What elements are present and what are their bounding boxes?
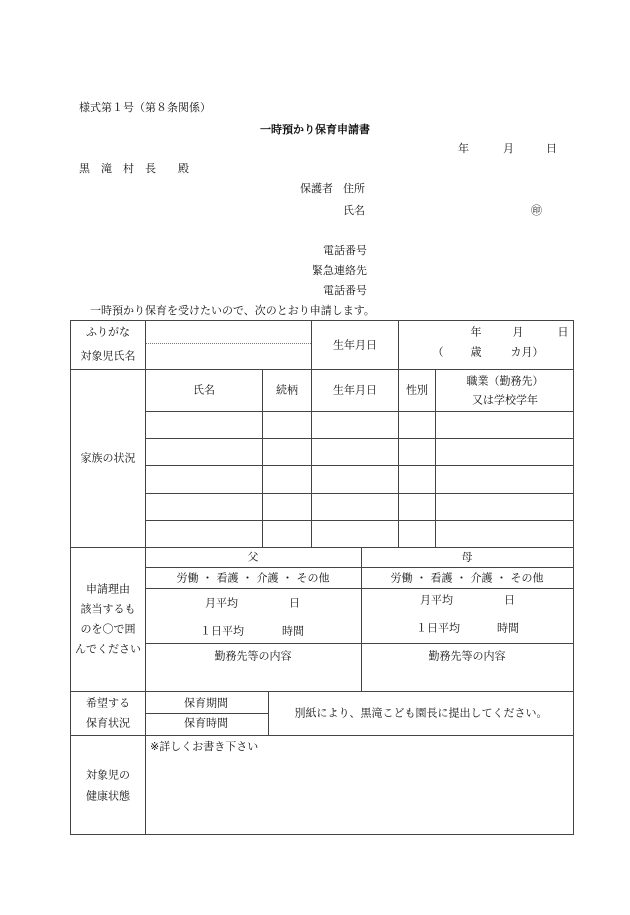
seal-mark: ㊞ — [531, 204, 542, 217]
child-birth-year: 年 — [470, 325, 482, 339]
date-year-label: 年 — [458, 142, 469, 155]
family-header-school: 又は学校学年 — [472, 393, 538, 407]
address-label: 住所 — [343, 182, 365, 195]
child-name-field[interactable] — [146, 344, 311, 369]
child-birth-month: 月 — [512, 325, 524, 339]
father-reason-options[interactable]: 労働 ・ 看護 ・ 介護 ・ その他 — [176, 571, 330, 585]
desired-label-line1: 希望する — [86, 696, 130, 710]
health-instruction: ※詳しくお書き下さい — [150, 740, 259, 753]
family-header-sex: 性別 — [406, 383, 428, 397]
emergency-contact-label: 緊急連絡先 — [312, 264, 367, 277]
reason-label-line3: のを〇で囲 — [80, 622, 136, 636]
mother-monthly-avg-label: 月平均 — [420, 593, 453, 607]
reason-label-line4: んでください — [75, 642, 141, 656]
mother-work-details-label: 勤務先等の内容 — [428, 649, 506, 663]
family-header-relation: 続柄 — [276, 383, 298, 397]
desired-label-line2: 保育状況 — [86, 716, 130, 730]
form-number: 様式第１号（第８条関係） — [79, 101, 211, 114]
phone-label: 電話番号 — [323, 244, 367, 257]
emergency-phone-label: 電話番号 — [323, 284, 367, 297]
reason-label-line1: 申請理由 — [86, 582, 130, 596]
care-period-label: 保育期間 — [184, 696, 228, 710]
mother-days-unit: 日 — [504, 593, 515, 607]
health-label-line1: 対象児の — [86, 768, 130, 782]
family-row[interactable] — [146, 412, 573, 438]
father-days-unit: 日 — [289, 596, 300, 610]
family-row[interactable] — [146, 521, 573, 547]
health-label-line2: 健康状態 — [86, 789, 130, 803]
guardian-name-label: 氏名 — [343, 204, 365, 217]
guardian-label: 保護者 — [300, 182, 333, 195]
child-birth-label: 生年月日 — [333, 338, 377, 352]
family-header-name: 氏名 — [193, 383, 215, 397]
mother-label: 母 — [461, 550, 473, 564]
intro-text: 一時預かり保育を受けたいので、次のとおり申請します。 — [90, 304, 375, 317]
father-label: 父 — [247, 550, 259, 564]
mother-hours-unit: 時間 — [497, 621, 519, 635]
father-monthly-avg-label: 月平均 — [205, 596, 238, 610]
mother-daily-avg-label: １日平均 — [416, 621, 460, 635]
family-header-occupation: 職業（勤務先） — [466, 374, 544, 388]
child-name-label: 対象児氏名 — [80, 349, 136, 363]
date-month-label: 月 — [503, 142, 514, 155]
child-age-months: カ月） — [510, 345, 544, 359]
care-time-label: 保育時間 — [184, 716, 228, 730]
submission-note: 別紙により、黒滝こども園長に提出してください。 — [294, 706, 548, 720]
child-age-open: （ — [432, 345, 444, 359]
date-day-label: 日 — [546, 142, 557, 155]
father-hours-unit: 時間 — [282, 624, 304, 638]
mother-reason-options[interactable]: 労働 ・ 看護 ・ 介護 ・ その他 — [390, 571, 544, 585]
family-section-label: 家族の状況 — [80, 451, 136, 465]
family-row[interactable] — [146, 494, 573, 520]
father-daily-avg-label: １日平均 — [200, 624, 244, 638]
father-work-details-label: 勤務先等の内容 — [214, 649, 292, 663]
family-header-birth: 生年月日 — [333, 383, 377, 397]
family-row[interactable] — [146, 466, 573, 493]
page-title: 一時預かり保育申請書 — [260, 123, 370, 136]
child-birth-day: 日 — [557, 325, 569, 339]
furigana-field[interactable] — [146, 321, 311, 343]
health-field[interactable] — [146, 756, 573, 834]
family-row[interactable] — [146, 439, 573, 465]
reason-label-line2: 該当するも — [80, 602, 136, 616]
addressee: 黒 滝 村 長 殿 — [79, 162, 189, 175]
child-age-years: 歳 — [470, 345, 482, 359]
furigana-label: ふりがな — [86, 325, 130, 339]
